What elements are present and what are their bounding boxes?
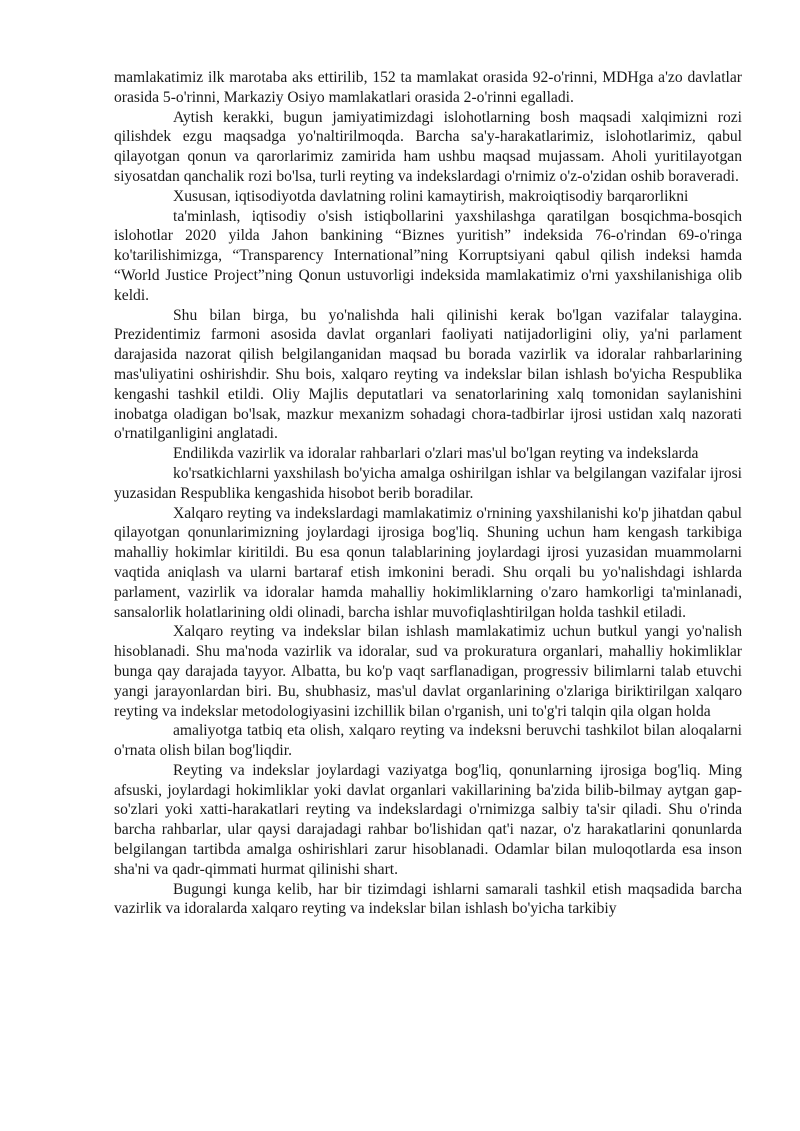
paragraph-5: Shu bilan birga, bu yo'nalishda hali qilinishi kerak bo'lgan vazifalar talaygina. Prezidentimiz farmoni asosida davlat organlari faoliyati natijadorligini oliy, ya'ni parlament darajasida nazorat qilish belgilanganidan maqsad bu borada vazirlik va idoralar rahbarlarining mas'uliyatini oshirishdir. Shu bois, xalqaro reyting va indekslar bilan ishlash bo'yicha Respublika kengashi tashkil etildi. Oliy Majlis deputatlari va senatorlarining xalq tomonidan saylanishini inobatga oladigan bo'lsak, mazkur mexanizm sohadagi chora-tadbirlar ijrosi ustidan xalq nazorati o'rnatilganligini anglatadi. xyxy=(114,306,742,443)
paragraph-4: ta'minlash, iqtisodiy o'sish istiqbollarini yaxshilashga qaratilgan bosqichma-bosqich islohotlar 2020 yilda Jahon bankining “Biznes yuritish” indeksida 76-o'rindan 69-o'ringa ko'tarilishimizga, “Transparency International”ning Korruptsiyani qabul qilish indeksi hamda “World Justice Project”ning Qonun ustuvorligi indeksida mamlakatimiz o'rni yaxshilanishiga olib keldi. xyxy=(114,207,742,304)
paragraph-8: Xalqaro reyting va indekslardagi mamlakatimiz o'rnining yaxshilanishi ko'p jihatdan qabul qilayotgan qonunlarimizning joylardagi ijrosiga bog'liq. Shuning uchun ham kengash tarkibiga mahalliy hokimlar kiritildi. Bu esa qonun talablarining joylardagi ijrosi yuzasidan muammolarni vaqtida aniqlash va ularni bartaraf etish imkonini beradi. Shu orqali bu yo'nalishdagi ishlarda parlament, vazirlik va idoralar hamda mahalliy hokimliklarning o'zaro hamkorligi ta'minlanadi, sansalorlik holatlarining oldi olinadi, barcha ishlar muvofiqlashtirilgan holda tashkil etiladi. xyxy=(114,504,742,621)
paragraph-7: ko'rsatkichlarni yaxshilash bo'yicha amalga oshirilgan ishlar va belgilangan vazifalar ijrosi yuzasidan Respublika kengashida hisobot berib boradilar. xyxy=(114,464,742,502)
paragraph-12: Bugungi kunga kelib, har bir tizimdagi ishlarni samarali tashkil etish maqsadida barcha vazirlik va idoralarda xalqaro reyting va indekslar bilan ishlash bo'yicha tarkibiy xyxy=(114,880,742,918)
document-page xyxy=(114,68,742,919)
paragraph-11: Reyting va indekslar joylardagi vaziyatga bog'liq, qonunlarning ijrosiga bog'liq. Ming afsuski, joylardagi hokimliklar yoki davlat organlari vakillarining ba'zida bilib-bilmay aytgan gap-so'zlari yoki xatti-harakatlari reyting va indekslardagi o'rnimizga salbiy ta'sir qiladi. Shu o'rinda barcha rahbarlar, ular qaysi darajadagi rahbar bo'lishidan qat'i nazar, o'z harakatlarini qonunlarda belgilangan tartibda amalga oshirishlari zarur hisoblanadi. Odamlar bilan muloqotlarda esa inson sha'ni va qadr-qimmati hurmat qilinishi shart. xyxy=(114,761,742,878)
paragraph-3: Xususan, iqtisodiyotda davlatning rolini kamaytirish, makroiqtisodiy barqarorlikni xyxy=(173,187,689,205)
paragraph-1: mamlakatimiz ilk marotaba aks ettirilib, 152 ta mamlakat orasida 92-o'rinni, MDHga a'zo davlatlar orasida 5-o'rinni, Markaziy Osiyo mamlakatlari orasida 2-o'rinni egalladi. xyxy=(114,69,742,106)
paragraph-9: Xalqaro reyting va indekslar bilan ishlash mamlakatimiz uchun butkul yangi yo'nalish hisoblanadi. Shu ma'noda vazirlik va idoralar, sud va prokuratura organlari, mahalliy hokimliklar bunga qay darajada tayyor. Albatta, bu ko'p vaqt sarflanadigan, progressiv bilimlarni talab etuvchi yangi jarayonlardan biri. Bu, shubhasiz, mas'ul davlat organlarining o'zlariga biriktirilgan xalqaro reyting va indekslar metodologiyasini izchillik bilan o'rganish, uni to'g'ri talqin qila olgan holda xyxy=(114,623,742,720)
paragraph-10: amaliyotga tatbiq eta olish, xalqaro reyting va indeksni beruvchi tashkilot bilan aloqalarni o'rnata olish bilan bog'liqdir. xyxy=(114,722,742,760)
paragraph-2: Aytish kerakki, bugun jamiyatimizdagi islohotlarning bosh maqsadi xalqimizni rozi qilishdek ezgu maqsadga yo'naltirilmoqda. Barcha sa'y-harakatlarimiz, islohotlarimiz, qabul qilayotgan qonun va qarorlarimiz zamirida ham ushbu maqsad mujassam. Aholi yuritilayotgan siyosatdan qanchalik rozi bo'lsa, turli reyting va indekslardagi o'rnimiz o'z-o'zidan oshib boraveradi. xyxy=(114,108,742,185)
paragraph-6: Endilikda vazirlik va idoralar rahbarlari o'zlari mas'ul bo'lgan reyting va indekslarda xyxy=(173,445,699,463)
